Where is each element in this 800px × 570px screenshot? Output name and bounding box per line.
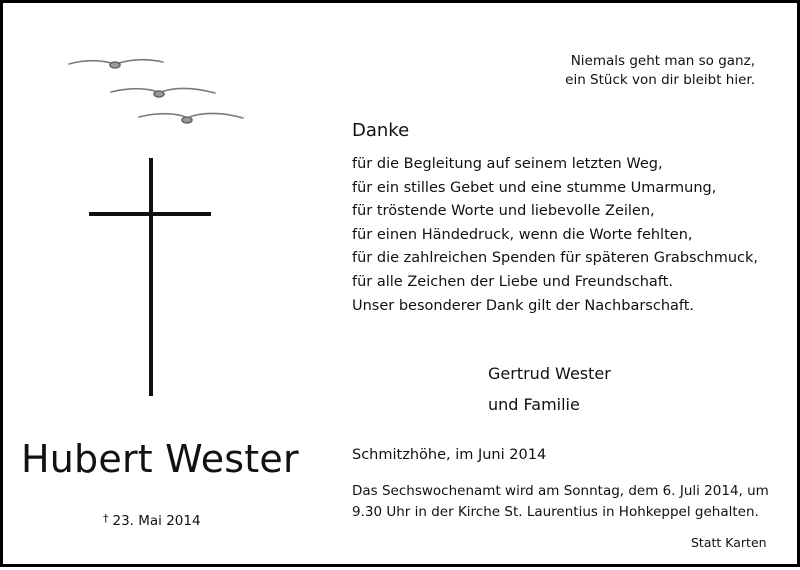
- bird-icon: [111, 88, 215, 97]
- thanks-line: für einen Händedruck, wenn die Worte fehlten,: [352, 226, 693, 243]
- thanks-title: Danke: [352, 120, 410, 141]
- bird-icon: [139, 113, 243, 123]
- service-line: Das Sechswochenamt wird am Sonntag, dem 6. Juli 2014, um: [352, 483, 769, 499]
- thanks-line: Unser besonderer Dank gilt der Nachbarschaft.: [352, 297, 695, 314]
- thanks-text: [352, 153, 758, 318]
- motto-line: Niemals geht man so ganz,: [570, 53, 755, 69]
- motto: [543, 52, 755, 90]
- death-date: 23. Mai 2014: [112, 513, 201, 529]
- place-date: Schmitzhöhe, im Juni 2014: [352, 447, 547, 463]
- signature-line: Gertrud Wester: [488, 364, 611, 383]
- footer-note: Statt Karten: [691, 535, 767, 550]
- death-date-line: [103, 512, 201, 531]
- cross-icon: [89, 158, 211, 396]
- service-notice: [352, 481, 769, 523]
- thanks-line: für ein stilles Gebet und eine stumme Umarmung,: [352, 179, 717, 196]
- service-line: 9.30 Uhr in der Kirche St. Laurentius in Hohkeppel gehalten.: [352, 504, 759, 520]
- thanks-line: für die Begleitung auf seinem letzten Weg,: [352, 156, 663, 172]
- thanks-line: für die zahlreichen Spenden für späteren Grabschmuck,: [352, 250, 759, 267]
- signature: [488, 358, 611, 420]
- thanks-line: für tröstende Worte und liebevolle Zeilen,: [352, 203, 655, 220]
- thanks-line: für alle Zeichen der Liebe und Freundschaft.: [352, 273, 673, 290]
- death-symbol: †: [103, 512, 109, 525]
- birds-flying-icon: [69, 60, 243, 123]
- bird-icon: [69, 60, 163, 68]
- motto-line: ein Stück von dir bleibt hier.: [565, 72, 755, 88]
- signature-line: und Familie: [488, 395, 580, 414]
- deceased-name: Hubert Wester: [21, 437, 299, 481]
